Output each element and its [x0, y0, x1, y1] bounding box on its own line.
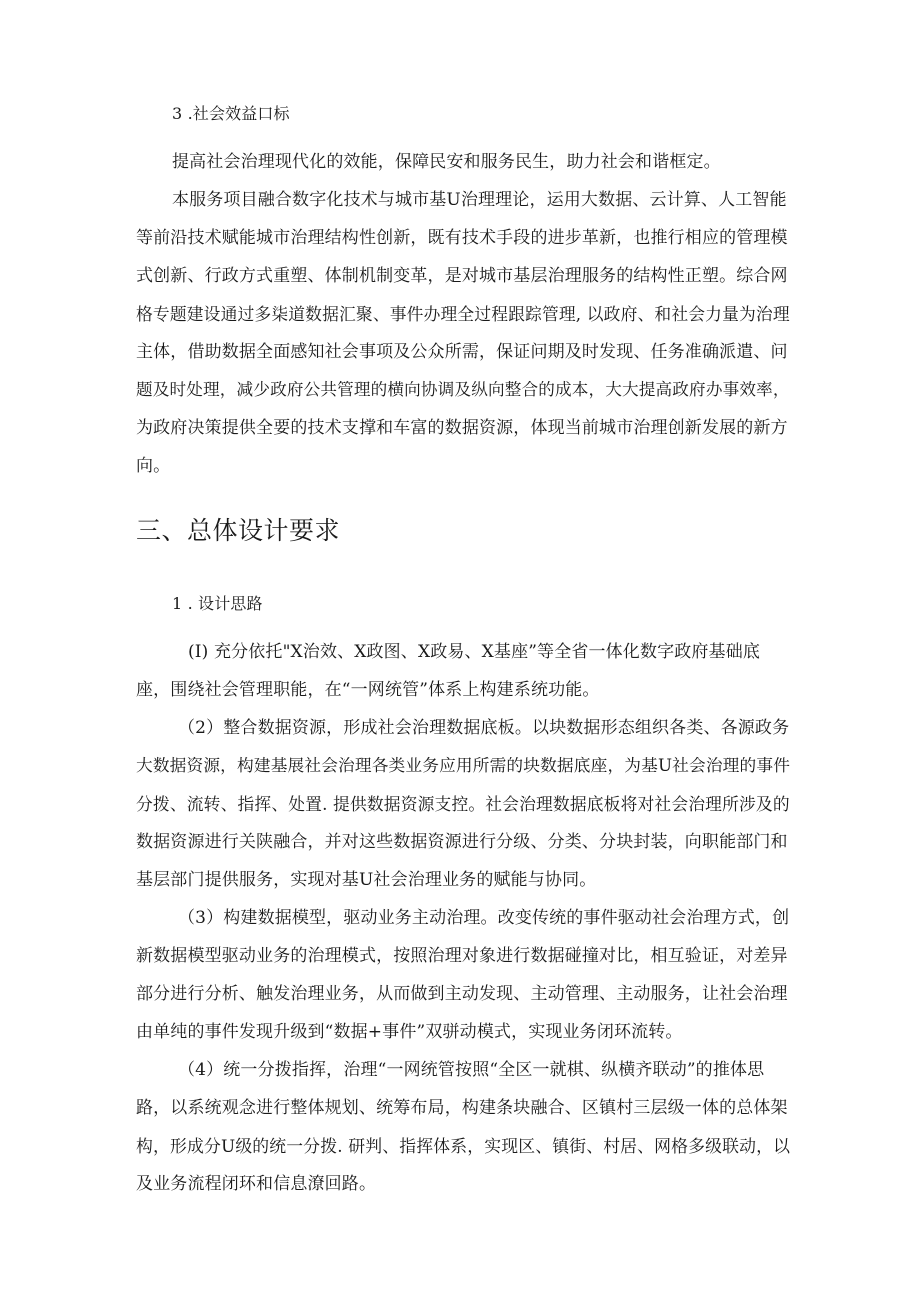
paragraph-item-2-line: 大数据资源，构建基展社会治理各类业务应用所需的块数据底座，为基U社会治理的事件 [136, 756, 791, 775]
section-heading-overall-design: 三、总体设计要求 [136, 516, 341, 545]
paragraph-item-2-line: 数据资源进行关陕融合，并对这些数据资源进行分级、分类、分块封装，向职能部门和 [136, 832, 788, 852]
paragraph-item-3-line: 部分进行分析、触发治理业务，从而做到主动发现、主动管理、主动服务，让社会治理 [136, 984, 788, 1004]
paragraph-item-3-line: 新数据模型驱动业务的治理模式，按照治理对象进行数据碰撞对比，相互验证，对差异 [136, 946, 788, 966]
subsection-title-design-idea: 1 . 设计思路 [172, 594, 263, 613]
paragraph-item-3-line: （3）构建数据模型，驱动业务主动治理。改变传统的事件驱动社会治理方式，创 [178, 908, 790, 928]
paragraph-intro-line: 式创新、行政方式重塑、体制机制变革，是对城市基层治理服务的结构性正塑。综合网 [136, 266, 788, 286]
paragraph-item-1-line: (I) 充分依托"X治效、X政图、X政易、X基座”等全省一体化数字政府基础底 [188, 642, 761, 662]
paragraph-item-4-line: 及业务流程闭环和信息潦回路。 [136, 1174, 377, 1194]
paragraph-intro-line: 题及时处理，减少政府公共管理的横向协调及纵向整合的成本，大大提高政府办事效率， [136, 380, 790, 399]
paragraph-benefit: 提高社会治理现代化的效能，保障民安和服务民生，助力社会和谐框定。 [172, 152, 721, 172]
paragraph-intro-line: 为政府决策提供全要的技术支撑和车富的数据资源，体现当前城市治理创新发展的新方 [136, 418, 788, 438]
paragraph-item-3-line: 由单纯的事件发现升级到“数据+事件”双骈动模式，实现业务闭环流转。 [136, 1022, 683, 1042]
paragraph-intro-line: 本服务项目融合数字化技术与城市基U治理理论，运用大数据、云计算、人工智能 [172, 190, 787, 210]
subsection-title-social-benefit: 3 .社会效益口标 [172, 104, 290, 123]
paragraph-item-4-line: 构，形成分U级的统一分拨. 研判、指挥体系，实现区、镇街、村居、网格多级联动，以 [136, 1136, 791, 1156]
paragraph-intro-line: 等前沿技术赋能城市治理结构性创新，既有技术手段的进步革新，也推行相应的管理模 [136, 228, 788, 248]
paragraph-item-2-line: （2）整合数据资源，形成社会治理数据底板。以块数据形态组织各类、各源政务 [178, 718, 790, 738]
paragraph-item-2-line: 分拨、流转、指挥、处置. 提供数据资源支控。社会治理数据底板将对社会治理所涉及的 [136, 794, 790, 814]
paragraph-item-1-line: 座，围绕社会管理职能，在“一网统管”体系上构建系统功能。 [136, 680, 600, 700]
paragraph-item-4-line: 路，以系统观念进行整体规划、统筹布局，构建条块融合、区镇村三层级一体的总体架 [136, 1098, 788, 1118]
paragraph-intro-line: 格专题建设通过多柒道数据汇聚、事件办理全过程跟踪管理, 以政府、和社会力量为治理 [136, 304, 790, 324]
paragraph-intro-line: 主体，借助数据全面感知社会事项及公众所需，保证问期及时发现、任务准确派遣、问 [136, 342, 788, 362]
paragraph-item-2-line: 基层部门提供服务，实现对基U社会治理业务的赋能与协同。 [136, 870, 597, 890]
paragraph-item-4-line: （4）统一分拨指挥，治理“一网统管按照“全区一就棋、纵横齐联动”的推体思 [178, 1060, 765, 1080]
paragraph-intro-line: 向。 [136, 456, 171, 476]
